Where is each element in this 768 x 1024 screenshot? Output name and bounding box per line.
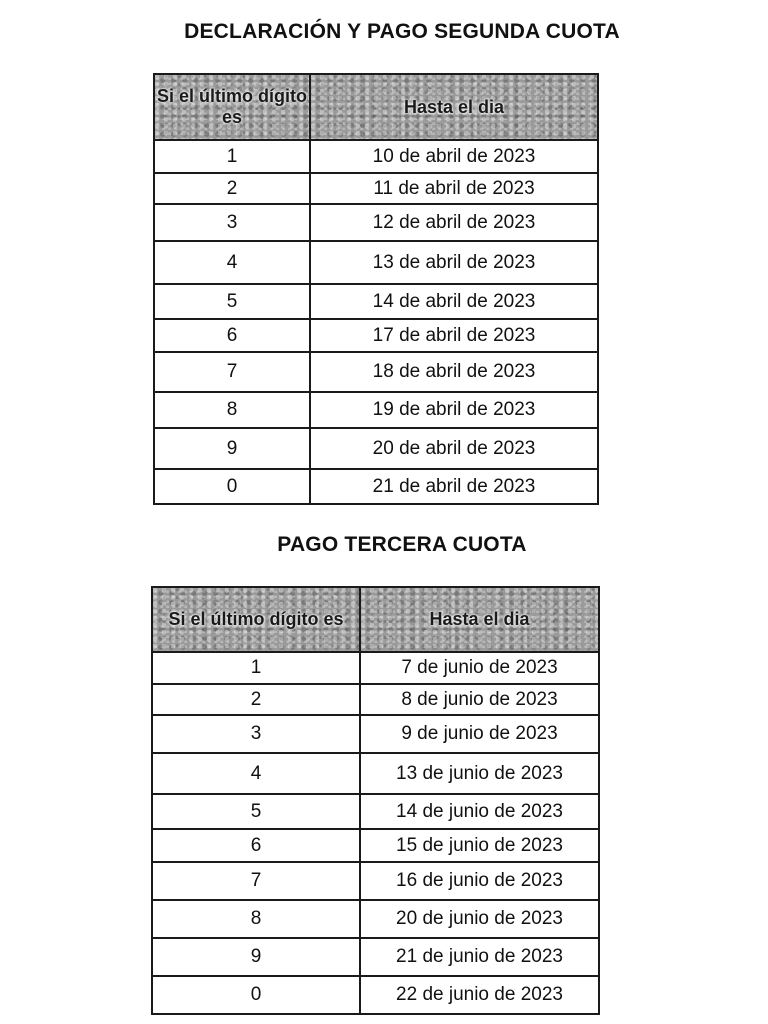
date-cell: 14 de junio de 2023 — [360, 794, 599, 829]
date-cell: 13 de abril de 2023 — [310, 241, 598, 284]
table-header-row — [152, 587, 599, 652]
table-row — [154, 140, 598, 173]
table-body — [152, 652, 599, 1014]
date-cell: 15 de junio de 2023 — [360, 829, 599, 862]
section-title-segunda-cuota: DECLARACIÓN Y PAGO SEGUNDA CUOTA — [184, 20, 620, 43]
digit-cell: 5 — [154, 284, 310, 319]
date-cell: 19 de abril de 2023 — [310, 392, 598, 428]
digit-cell: 1 — [152, 652, 360, 684]
table-row — [154, 284, 598, 319]
table-row — [154, 392, 598, 428]
digit-cell: 9 — [154, 428, 310, 469]
digit-cell: 0 — [152, 976, 360, 1014]
table-row — [152, 900, 599, 938]
table-row — [152, 715, 599, 753]
date-cell: 12 de abril de 2023 — [310, 204, 598, 241]
digit-cell: 9 — [152, 938, 360, 976]
header-date: Hasta el dia — [360, 587, 599, 652]
date-cell: 21 de abril de 2023 — [310, 469, 598, 504]
table-row — [154, 319, 598, 352]
date-cell: 7 de junio de 2023 — [360, 652, 599, 684]
table-row — [154, 173, 598, 204]
date-cell: 21 de junio de 2023 — [360, 938, 599, 976]
digit-cell: 3 — [152, 715, 360, 753]
header-date: Hasta el dia — [310, 74, 598, 140]
date-cell: 13 de junio de 2023 — [360, 753, 599, 794]
table-row — [152, 862, 599, 900]
table-row — [152, 976, 599, 1014]
digit-cell: 8 — [154, 392, 310, 428]
date-cell: 18 de abril de 2023 — [310, 352, 598, 392]
date-cell: 10 de abril de 2023 — [310, 140, 598, 173]
digit-cell: 0 — [154, 469, 310, 504]
date-cell: 9 de junio de 2023 — [360, 715, 599, 753]
digit-cell: 2 — [152, 684, 360, 715]
digit-cell: 7 — [154, 352, 310, 392]
table-row — [152, 753, 599, 794]
table-row — [154, 469, 598, 504]
table-row — [152, 684, 599, 715]
table-row — [152, 829, 599, 862]
table-row — [154, 352, 598, 392]
header-digit: Si el último dígito es — [154, 74, 310, 140]
table-row — [152, 794, 599, 829]
date-cell: 17 de abril de 2023 — [310, 319, 598, 352]
date-cell: 20 de junio de 2023 — [360, 900, 599, 938]
date-cell: 16 de junio de 2023 — [360, 862, 599, 900]
schedule-table-tercera-cuota — [151, 586, 600, 1015]
schedule-table-segunda-cuota — [153, 73, 599, 505]
header-digit: Si el último dígito es — [152, 587, 360, 652]
digit-cell: 7 — [152, 862, 360, 900]
digit-cell: 6 — [152, 829, 360, 862]
date-cell: 11 de abril de 2023 — [310, 173, 598, 204]
date-cell: 14 de abril de 2023 — [310, 284, 598, 319]
table-row — [152, 652, 599, 684]
digit-cell: 6 — [154, 319, 310, 352]
digit-cell: 4 — [152, 753, 360, 794]
table-row — [154, 204, 598, 241]
date-cell: 22 de junio de 2023 — [360, 976, 599, 1014]
table-row — [152, 938, 599, 976]
table-header-row — [154, 74, 598, 140]
date-cell: 20 de abril de 2023 — [310, 428, 598, 469]
digit-cell: 1 — [154, 140, 310, 173]
table-row — [154, 428, 598, 469]
digit-cell: 2 — [154, 173, 310, 204]
table-body — [154, 140, 598, 504]
digit-cell: 4 — [154, 241, 310, 284]
table-row — [154, 241, 598, 284]
digit-cell: 5 — [152, 794, 360, 829]
date-cell: 8 de junio de 2023 — [360, 684, 599, 715]
digit-cell: 8 — [152, 900, 360, 938]
section-title-tercera-cuota: PAGO TERCERA CUOTA — [277, 533, 527, 556]
digit-cell: 3 — [154, 204, 310, 241]
